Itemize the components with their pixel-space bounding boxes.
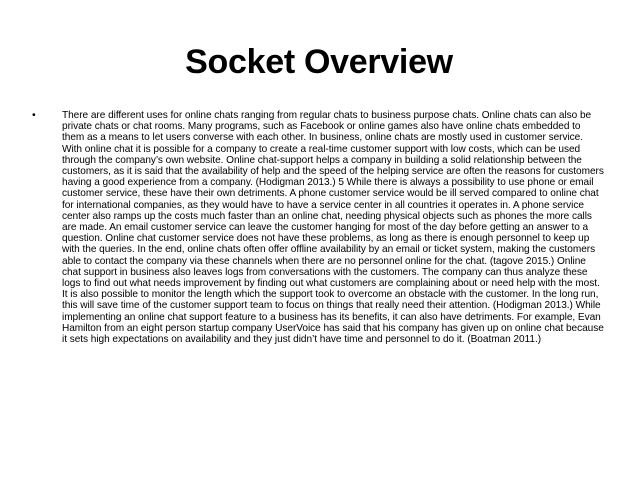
bullet-item [32,110,604,345]
bullet-text: There are different uses for online chats ranging from regular chats to business purpose chats. Online chats can also be private chats or chat rooms. Many programs, such as Facebook or online games also have online chats embedded to them as a means to let users converse with each other. In business, online chats are mostly used in customer service. With online chat it is possible for a company to create a real-time customer support with low costs, which can be used through the company’s own website. Online chat-support helps a company in building a solid relationship between the customers, as it is said that the availability of help and the speed of the helping service are often the reasons for customers having a good experience from a company. (Hodigman 2013.) 5 While there is always a possibility to use phone or email customer service, these have their own detriments. A phone customer service would be ill served compared to online chat for international companies, as they would have to have a service center in all countries it operates in. A phone service center also ramps up the costs much faster than an online chat, needing physical objects such as phones the more calls are made. An email customer service can leave the customer hanging for most of the day before getting an answer to a question. Online chat customer service does not have these problems, as long as there is enough personnel to keep up with the queries. In the end, online chats often offer offline availability by an email or ticket system, making the customers able to contact the company via these channels when there are no personnel online for the chat. (tagove 2015.) Online chat support in business also leaves logs from conversations with the customers. The company can thus analyze these logs to find out what needs improvement by finding out what customers are complaining about or need help with the most. It is also possible to monitor the length which the support took to overcome an obstacle with the customer. In the long run, this will save time of the customer support team to focus on things that really need their attention. (Hodigman 2013.) While implementing an online chat support feature to a business has its benefits, it can also have detriments. For example, Evan Hamilton from an eight person startup company UserVoice has said that his company has given up on online chat because it sets high expectations on availability and they just didn’t have time and personnel to do it. (Boatman 2011.) [62,110,604,346]
slide-title: Socket Overview [185,43,453,81]
bullet-icon: • [32,109,36,121]
bullet-list [32,110,604,345]
